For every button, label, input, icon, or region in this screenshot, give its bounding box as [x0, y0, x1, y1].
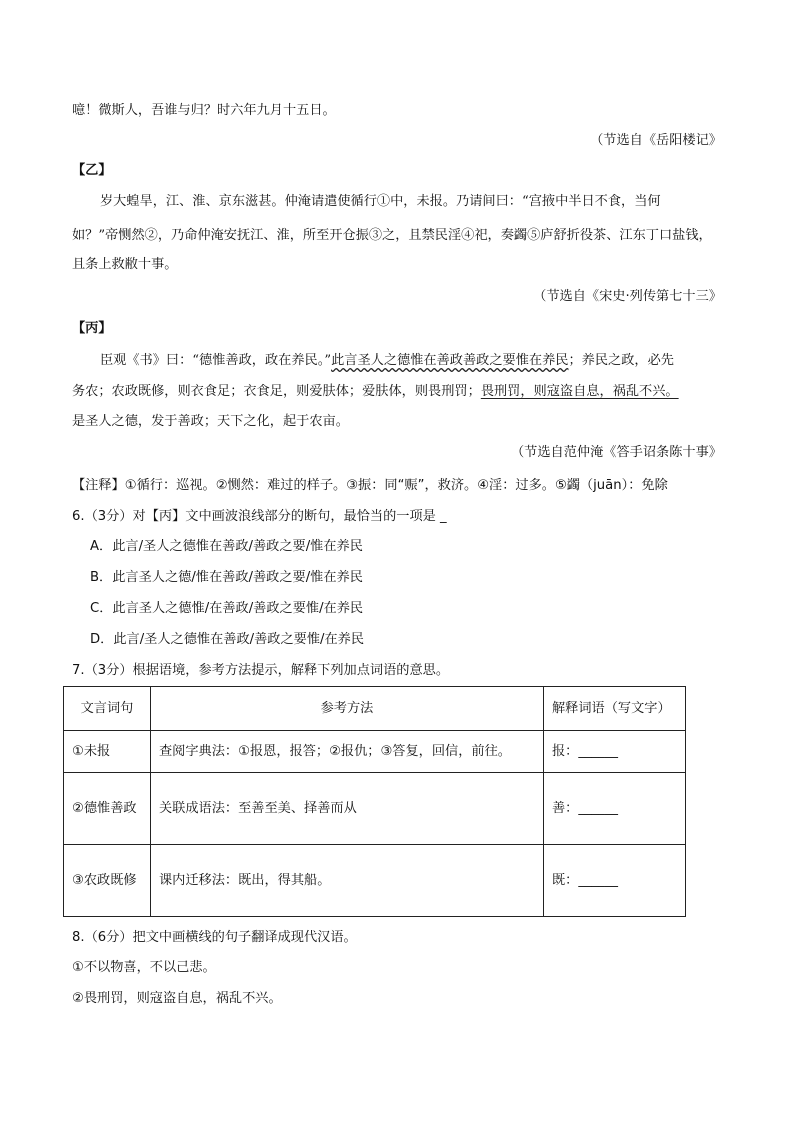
- passage-a-last-line: 噫！微斯人，吾谁与归？时六年九月十五日。: [72, 103, 336, 118]
- row-1-phrase: ①未报: [64, 731, 151, 773]
- header-phrase: 文言词句: [64, 687, 151, 731]
- table-header-row: [64, 687, 686, 731]
- underlined-sentence: 畏刑罚，则寇盗自息，祸乱不兴。: [480, 384, 679, 399]
- q6-option-b: B．此言圣人之德/惟在善政/善政之要/惟在养民: [90, 570, 363, 585]
- q8-item-1: ①不以物喜，不以己悲。: [72, 960, 216, 975]
- header-answer: 解释词语（写文字）: [544, 687, 686, 731]
- table-row: [64, 731, 686, 773]
- q6-option-c: C．此言圣人之德惟/在善政/善政之要惟/在养民: [90, 601, 364, 616]
- q8-item-2: ②畏刑罚，则寇盗自息，祸乱不兴。: [72, 991, 282, 1006]
- header-method: 参考方法: [151, 687, 544, 731]
- passage-c-line-3: 是圣人之德，发于善政；天下之化，起于农亩。: [72, 414, 349, 429]
- table-row: [64, 845, 686, 917]
- passage-b-heading: 【乙】: [72, 163, 112, 178]
- passage-c-line-1: [100, 352, 674, 370]
- passage-c-line-2-start: 务农；农政既修，则衣食足；衣食足，则爱肤体；爱肤体，则畏刑罚；: [72, 384, 481, 399]
- row-2-phrase: ②德惟善政: [64, 773, 151, 845]
- row-1-answer-blank[interactable]: 报：______: [544, 731, 686, 773]
- table-row: [64, 773, 686, 845]
- passage-c-heading: 【丙】: [72, 321, 112, 336]
- passage-c-line-1-end: ；养民之政，必先: [568, 353, 674, 368]
- row-3-phrase: ③农政既修: [64, 845, 151, 917]
- q7-table: [63, 686, 686, 917]
- passage-c-line-2: [72, 383, 679, 401]
- passage-b-source: （节选自《宋史·列传第七十三》: [533, 289, 722, 304]
- row-2-answer-blank[interactable]: 善：______: [544, 773, 686, 845]
- q7-stem: 7.（3分）根据语境，参考方法提示，解释下列加点词语的意思。: [72, 663, 450, 678]
- passage-c-line-1-start: 臣观《书》曰：“德惟善政，政在养民。”: [100, 353, 332, 368]
- passage-b-line-1: 岁大蝗旱，江、淮、京东滋甚。仲淹请遣使循行①中，未报。乃请间曰：“宫掖中半日不食，当何: [100, 194, 661, 209]
- q6-option-d: D．此言/圣人之德惟在善政/善政之要惟/在养民: [90, 632, 365, 647]
- row-1-method: 查阅字典法：①报恩，报答；②报仇；③答复，回信，前往。: [151, 731, 544, 773]
- passage-b-line-3: 且条上救敝十事。: [72, 257, 178, 272]
- passage-a-source: （节选自《岳阳楼记》: [590, 133, 722, 148]
- q8-stem: 8.（6分）把文中画横线的句子翻译成现代汉语。: [72, 930, 357, 945]
- row-3-method: 课内迁移法：既出，得其船。: [151, 845, 544, 917]
- passage-c-source: （节选自范仲淹《答手诏条陈十事》: [511, 445, 722, 460]
- wavy-underlined-sentence: 此言圣人之德惟在善政善政之要惟在养民: [331, 353, 569, 368]
- row-2-method: 关联成语法：至善至美、择善而从: [151, 773, 544, 845]
- passage-b-line-2: 如？”帝恻然②，乃命仲淹安抚江、淮，所至开仓振③之，且禁民淫④祀，奏蠲⑤庐舒折役茶、江东丁口盐钱，: [72, 228, 712, 243]
- q6-option-a: A．此言/圣人之德惟在善政/善政之要/惟在养民: [90, 539, 363, 554]
- annotations: 【注释】①循行：巡视。②恻然：难过的样子。③振：同“赈”，救济。④淫：过多。⑤蠲（juān）：免除: [72, 478, 668, 493]
- row-3-answer-blank[interactable]: 既：______: [544, 845, 686, 917]
- q6-stem: 6.（3分）对【丙】文中画波浪线部分的断句，最恰当的一项是 _: [72, 509, 447, 524]
